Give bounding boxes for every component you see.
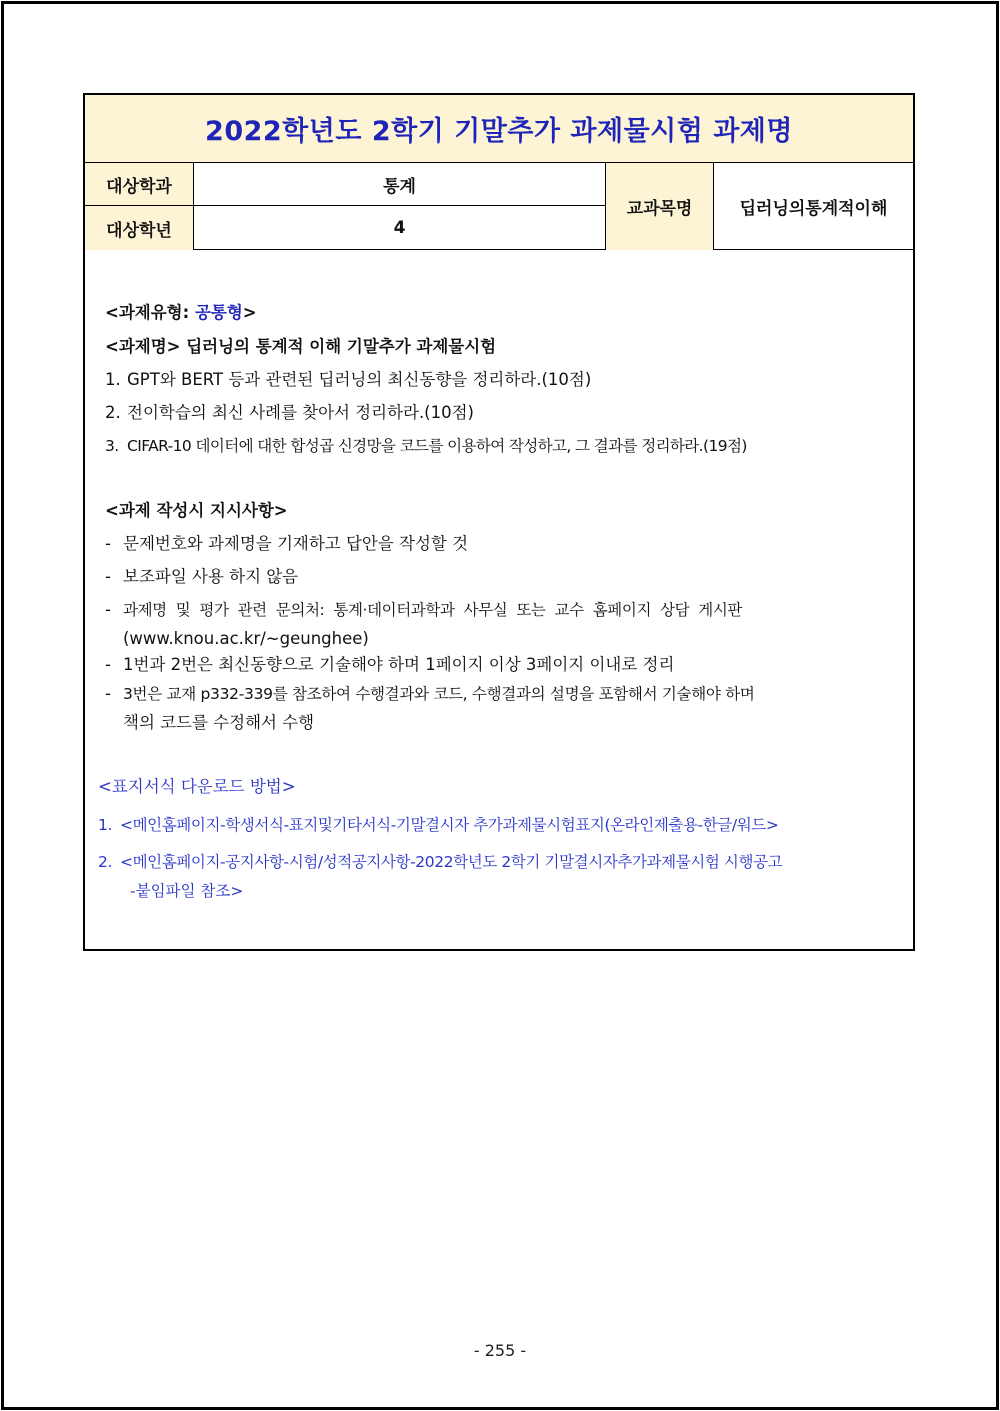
assignment-name: <과제명> 딥러닝의 통계적 이해 기말추가 과제물시험 (105, 337, 497, 356)
question-item (105, 369, 591, 391)
question-text: CIFAR-10 데이터에 대한 합성곱 신경망을 코드를 이용하여 작성하고, 그 결과를 정리하라.(19점) (127, 437, 747, 455)
course-value: 딥러닝의통계적이해 (739, 199, 888, 219)
download-path: <메인홈페이지-학생서식-표지및기타서식-기말결시자 추가과제물시험표지(온라인제출용-한글/워드> (120, 816, 779, 834)
page-title: 2022학년도 2학기 기말추가 과제물시험 과제명 (205, 116, 793, 147)
assignment-box (83, 93, 915, 951)
download-number: 1. (98, 816, 112, 834)
assignment-type-close: > (242, 303, 257, 322)
bullet-dash: - (105, 567, 111, 586)
download-heading: <표지서식 다운로드 방법> (98, 777, 296, 796)
instruction-item: 3번은 교재 p332-339를 참조하여 수행결과와 코드, 수행결과의 설명을 포함해서 기술해야 하며 (123, 685, 755, 703)
instruction-item: 보조파일 사용 하지 않음 (123, 567, 299, 586)
dept-value: 통계 (194, 163, 606, 206)
question-number: 1. (105, 370, 121, 389)
course-label: 교과목명 (606, 163, 714, 250)
assignment-type (105, 302, 257, 324)
question-text: 전이학습의 최신 사례를 찾아서 정리하라.(10점) (127, 403, 474, 422)
assignment-type-value: 공통형 (194, 303, 243, 322)
year-label: 대상학년 (85, 206, 194, 250)
dept-label: 대상학과 (85, 163, 194, 206)
download-item (98, 851, 782, 873)
instruction-item: 과제명 및 평가 관련 문의처: 통계·데이터과학과 사무실 또는 교수 홈페이지 상담 게시판 (123, 601, 743, 619)
bullet-dash: - (105, 684, 111, 703)
download-item-continued: -붙임파일 참조> (130, 882, 244, 900)
page-number: - 255 - (473, 1341, 527, 1360)
question-number: 2. (105, 403, 121, 422)
title-bar (85, 95, 913, 163)
year-value: 4 (194, 206, 606, 250)
contact-link[interactable]: (www.knou.ac.kr/~geunghee) (123, 629, 369, 648)
download-path: <메인홈페이지-공지사항-시험/성적공지사항-2022학년도 2학기 기말결시자추가과제물시험 시행공고 (120, 853, 783, 871)
download-item (98, 814, 778, 836)
download-number: 2. (98, 853, 112, 871)
question-item (105, 435, 747, 457)
instruction-item-continued: 책의 코드를 수정해서 수행 (123, 713, 315, 732)
instructions-heading: <과제 작성시 지시사항> (105, 501, 288, 520)
info-table (85, 163, 913, 250)
question-number: 3. (105, 437, 119, 455)
bullet-dash: - (105, 655, 111, 674)
bullet-dash: - (105, 534, 111, 553)
question-item (105, 402, 474, 424)
assignment-type-label: <과제유형: (105, 303, 195, 322)
question-text: GPT와 BERT 등과 관련된 딥러닝의 최신동향을 정리하라.(10점) (127, 370, 592, 389)
instruction-item: 문제번호와 과제명을 기재하고 답안을 작성할 것 (123, 534, 469, 553)
bullet-dash: - (105, 600, 111, 619)
instruction-item: 1번과 2번은 최신동향으로 기술해야 하며 1페이지 이상 3페이지 이내로 정리 (123, 655, 675, 674)
